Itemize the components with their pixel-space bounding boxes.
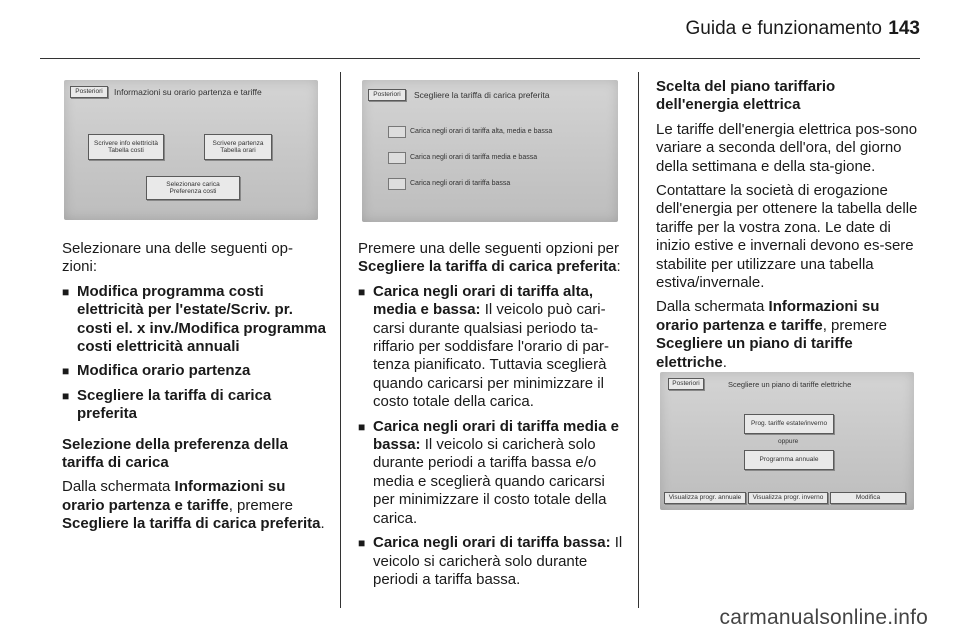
screen-back-button — [668, 378, 704, 390]
column-1-text — [62, 240, 326, 540]
text: Dalla schermata — [656, 298, 769, 316]
bullet-item — [358, 418, 626, 528]
screen-btn-charge-preference — [146, 176, 240, 200]
screen-btn-electricity-costs — [88, 134, 164, 160]
column-2-text — [358, 240, 626, 595]
bullet-text: Modifica programma costi elettricità per l'estate/Scriv. pr. costi el. x inv./Modifica programma costi elettricità annuali — [77, 282, 326, 356]
bullet-text: Il veicolo si caricherà solo durante periodi a tariffa bassa e/o media e sceglierà quando caricarsi per minimizzare il costo totale della carica. — [373, 436, 607, 527]
screen-back-button — [368, 89, 406, 101]
bullet-item — [358, 283, 626, 412]
screen-btn-label: Scrivere partenza — [212, 139, 264, 147]
screen-option: Carica negli orari di tariffa alta, media e bassa — [410, 128, 553, 135]
screen-btn-label: Prog. tariffe estate/inverno — [750, 420, 828, 428]
screen-tab-annual — [664, 492, 746, 504]
screen-back-label: Posteriori — [75, 88, 103, 96]
screen-btn-label: Selezionare carica — [166, 180, 220, 188]
text: . — [320, 515, 325, 533]
screen-image-departure-info — [64, 80, 318, 220]
screen-tab-edit — [830, 492, 906, 504]
screen-btn-sublabel: Tabella costi — [108, 147, 144, 154]
screen-tab-label: Modifica — [855, 494, 881, 502]
screen-tab-label: Visualizza progr. inverno — [752, 494, 824, 502]
screen-tab-winter — [748, 492, 828, 504]
screen-title: Informazioni su orario partenza e tariffe — [114, 87, 262, 97]
bullet-bold: Carica negli orari di tariffa media e bassa: — [373, 417, 619, 454]
bold-text: Informazioni su orario partenza e tariffe — [62, 478, 286, 514]
paragraph — [62, 478, 326, 533]
text: . — [722, 353, 727, 371]
screen-btn-departure-times — [204, 134, 272, 160]
screen-checkbox — [388, 178, 406, 190]
intro-text: Selezionare una delle seguenti op-zioni: — [62, 240, 293, 276]
text: : — [616, 258, 621, 276]
screen-btn-annual — [744, 450, 834, 470]
bullet-item — [62, 283, 326, 357]
text: , premere — [228, 496, 293, 514]
screen-btn-label: Scrivere info elettricità — [94, 139, 158, 147]
screen-checkbox — [388, 152, 406, 164]
screen-btn-summer-winter — [744, 414, 834, 434]
paragraph: Contattare la società di erogazione dell'energia per ottenere la tabella delle tariffe per la vostra zona. Le date di inizio estive e invernali devono es-sere stabilite per utilizzare una tabella estiva/invernale. — [656, 182, 918, 292]
bullet-text: Scegliere la tariffa di carica preferita — [77, 386, 272, 423]
screen-back-label: Posteriori — [373, 91, 401, 99]
column-divider-1 — [340, 72, 341, 608]
screen-btn-sublabel: Preferenza costi — [169, 188, 217, 195]
bold-text: Scegliere la tariffa di carica preferita — [62, 515, 321, 533]
screen-tab-label: Visualizza progr. annuale — [668, 494, 742, 502]
screen-btn-label: Programma annuale — [759, 456, 819, 464]
bullet-text: Il veicolo si caricherà solo durante periodi a tariffa bassa. — [373, 534, 623, 588]
watermark: carmanualsonline.info — [719, 606, 928, 629]
page-number: 143 — [888, 18, 920, 39]
bold-text: Informazioni su orario partenza e tariffe — [656, 298, 880, 334]
screen-back-button — [70, 86, 108, 98]
column-3-text — [656, 78, 922, 378]
screen-option: Carica negli orari di tariffa bassa — [410, 180, 511, 187]
screen-title: Scegliere la tariffa di carica preferita — [414, 90, 550, 100]
paragraph — [656, 298, 922, 372]
screen-option: Carica negli orari di tariffa media e bassa — [410, 154, 538, 161]
screen-or-label: oppure — [778, 438, 799, 445]
bullet-text: Il veicolo può cari-carsi durante qualsiasi periodo ta-riffario per soddisfare l'orario di par-tenza pianificato. Tuttavia sceglierà quando caricarsi per minimizzare il costo totale della carica. — [373, 301, 610, 411]
paragraph: Le tariffe dell'energia elettrica pos-sono variare a seconda dell'ora, del giorno della settimana e della sta-gione. — [656, 120, 918, 175]
bullet-text: Modifica orario partenza — [77, 362, 251, 380]
screen-image-charge-preference — [362, 80, 618, 222]
text: , premere — [822, 316, 887, 334]
header-rule — [40, 58, 920, 59]
section-heading: Selezione della preferenza della tariffa di carica — [62, 435, 288, 472]
section-title: Guida e funzionamento — [685, 18, 882, 39]
screen-back-label: Posteriori — [672, 380, 700, 388]
bold-text: Scegliere la tariffa di carica preferita — [358, 258, 617, 276]
screen-image-tariff-plan — [660, 372, 914, 510]
bullet-item — [358, 534, 626, 589]
screen-title: Scegliere un piano di tariffe elettriche — [728, 380, 852, 389]
intro-text — [358, 240, 626, 277]
section-heading: Scelta del piano tariffario dell'energia elettrica — [656, 78, 836, 114]
bullet-bold: Carica negli orari di tariffa alta, media e bassa: — [373, 282, 594, 319]
text: Dalla schermata — [62, 478, 175, 496]
bold-text: Scegliere un piano di tariffe elettriche — [656, 335, 853, 371]
bullet-item — [62, 387, 326, 424]
screen-btn-sublabel: Tabella orari — [220, 147, 256, 154]
screen-checkbox — [388, 126, 406, 138]
column-divider-2 — [638, 72, 639, 608]
bullet-bold: Carica negli orari di tariffa bassa: — [373, 534, 611, 552]
bullet-item — [62, 362, 326, 380]
text: Premere una delle seguenti opzioni per — [358, 240, 619, 257]
